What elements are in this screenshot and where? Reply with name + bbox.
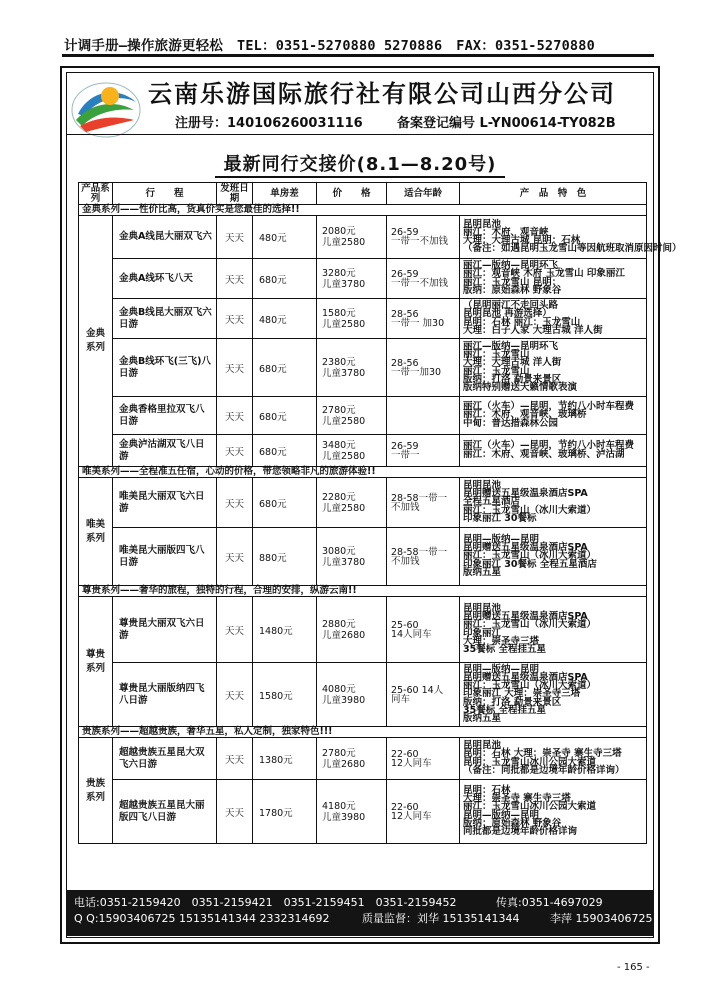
- age-range: 26-59: [391, 227, 419, 238]
- age-note: 一带一: [391, 449, 420, 461]
- feature-line: 丽江：玉龙雪山（冰川大索道）: [463, 550, 597, 562]
- feature-line: 昆明：玉龙雪山冰川公园大索道: [463, 756, 597, 768]
- child-price: 儿童3980: [322, 811, 366, 823]
- adult-price: 2380元: [322, 356, 356, 368]
- table-row: [79, 478, 647, 528]
- price-cell: [317, 397, 387, 435]
- features-cell: [460, 435, 647, 467]
- adult-price: 2280元: [322, 491, 356, 503]
- table-row: [79, 597, 647, 663]
- child-price: 儿童2580: [322, 415, 366, 427]
- age-note: 一带一加30: [391, 366, 442, 378]
- age-note: 同车: [391, 693, 411, 705]
- feature-line: 印象丽江: [463, 627, 502, 639]
- price-list-title: 最新同行交接价(8.1—8.20号): [223, 154, 497, 175]
- adult-price: 1580元: [322, 307, 356, 319]
- table-row: [79, 663, 647, 727]
- age-range: 22-60: [391, 748, 419, 760]
- features-cell: [460, 478, 647, 528]
- feature-line: 丽江：木府、观音峡: [463, 226, 549, 238]
- age-cell: [387, 339, 460, 397]
- col-price: 价 格: [317, 183, 387, 205]
- age-cell: [387, 216, 460, 259]
- adult-price: 2880元: [322, 618, 356, 630]
- feature-line: 昆明昆池: [463, 479, 502, 491]
- col-route: 行 程: [113, 183, 217, 205]
- feature-line: 丽江：木府、观音峡、玻璃桥、泸沽湖: [463, 448, 625, 460]
- features-cell: [460, 216, 682, 259]
- features-cell: [460, 780, 647, 844]
- table-row: [79, 780, 647, 844]
- feature-line: 昆明—版纳—昆明: [463, 809, 540, 821]
- route-name: 尊贵昆大丽版纳四飞八日游: [113, 663, 217, 727]
- route-name: 金典香格里拉双飞八日游: [113, 397, 217, 435]
- feature-line: 印象丽江 30餐标 全程五星酒店: [463, 558, 597, 570]
- age-range: 28-56: [391, 357, 419, 369]
- table-row: [79, 397, 647, 435]
- age-range: 28-58一带一: [391, 546, 448, 558]
- price-cell: [317, 597, 387, 663]
- child-price: 儿童2580: [322, 318, 366, 330]
- single-room-surcharge: 880元: [253, 528, 317, 586]
- adult-price: 3480元: [322, 439, 356, 451]
- feature-line: 中甸：普达措森林公园: [463, 417, 559, 429]
- series-header-text: 贵族系列——超越贵族，奢华五星，私人定制，独家特色!!!: [79, 727, 647, 738]
- series-category: 唯美系列: [79, 478, 113, 586]
- col-features: 产 品 特 色: [460, 183, 647, 205]
- footer-supervisor: 质量监督：刘华 15135141344: [362, 912, 520, 925]
- age-range: 22-60: [391, 801, 419, 813]
- feature-line: 昆明：石林 大理：崇圣寺 寨生寺三塔: [463, 748, 622, 760]
- series-header-row: [79, 727, 647, 738]
- feature-line: 丽江：玉龙雪山: [463, 365, 530, 377]
- route-name: 尊贵昆大丽双飞六日游: [113, 597, 217, 663]
- header-divider: [66, 134, 654, 135]
- departure-days: 天天: [217, 339, 253, 397]
- feature-line: （备注：同批都是边境年龄价格详询）: [463, 764, 625, 776]
- col-departure: 发班日期: [217, 183, 253, 205]
- departure-days: 天天: [217, 435, 253, 467]
- child-price: 儿童3780: [322, 556, 366, 568]
- route-name: 金典A线昆大丽双飞六: [113, 216, 217, 259]
- feature-line: 版纳五星: [463, 566, 502, 578]
- adult-price: 3080元: [322, 545, 356, 557]
- age-range: 25-60: [391, 619, 419, 631]
- feature-line: 版纳：原始森林 野象谷: [463, 284, 562, 296]
- age-cell: [387, 780, 460, 844]
- price-cell: [317, 435, 387, 467]
- fax-number: FAX：0351-5270880: [456, 38, 595, 54]
- feature-line: 版纳：原始森林 野象谷: [463, 817, 562, 829]
- child-price: 儿童3780: [322, 367, 366, 379]
- child-price: 儿童2580: [322, 450, 366, 462]
- route-name: 唯美昆大丽双飞六日游: [113, 478, 217, 528]
- feature-line: 丽江：玉龙雪山（冰川大索道）: [463, 680, 597, 692]
- feature-line: 版纳特别赠送天籁情歌表演: [463, 381, 578, 393]
- route-name: 超越贵族五星昆大丽版四飞八日游: [113, 780, 217, 844]
- series-header-row: [79, 586, 647, 597]
- feature-line: 同批都是边境年龄价格详询: [463, 825, 578, 837]
- feature-line: 大理：大理古城 昆明：石林: [463, 235, 581, 246]
- feature-line: 昆明昆池: [463, 218, 502, 230]
- footer-contact: 李萍 15903406725: [550, 912, 653, 925]
- features-cell: [460, 259, 647, 299]
- table-row: [79, 259, 647, 299]
- feature-line: 丽江：玉龙雪山冰川公园大索道: [463, 801, 597, 813]
- age-cell: [387, 478, 460, 528]
- feature-line: 昆明：石林: [463, 784, 511, 796]
- col-age: 适合年龄: [387, 183, 460, 205]
- departure-days: 天天: [217, 663, 253, 727]
- company-logo-icon: [70, 80, 142, 140]
- route-name: 唯美昆大丽版四飞八日游: [113, 528, 217, 586]
- record-number: 备案登记编号 L-YN00614-TY082B: [397, 116, 616, 131]
- feature-line: 昆明—版纳—昆明: [463, 533, 540, 545]
- footer-qq: Q Q:15903406725 15135141344 2332314692: [74, 912, 330, 925]
- feature-line: 昆明赠送五星级温泉酒店SPA: [463, 542, 588, 554]
- series-header-text: 尊贵系列——奢华的旅程，独特的行程，合理的安排，纵游云南!!: [79, 586, 647, 597]
- age-note: 不加钱: [391, 555, 420, 567]
- adult-price: 2080元: [322, 226, 356, 237]
- col-single-room: 单房差: [253, 183, 317, 205]
- table-row: [79, 299, 647, 339]
- series-category: 金典系列: [79, 216, 113, 467]
- features-cell: [460, 663, 647, 727]
- age-note: 12人同车: [391, 810, 432, 822]
- table-row: [79, 738, 647, 780]
- route-name: 金典泸沽湖双飞八日游: [113, 435, 217, 467]
- age-range: 26-59: [391, 440, 419, 452]
- features-cell: [460, 597, 647, 663]
- age-cell: [387, 738, 460, 780]
- age-cell: [387, 435, 460, 467]
- single-room-surcharge: 680元: [253, 478, 317, 528]
- page-number: - 165 -: [617, 962, 650, 973]
- feature-line: 丽江：玉龙雪山: [463, 349, 530, 361]
- table-row: [79, 435, 647, 467]
- feature-line: 大理：崇圣寺三塔: [463, 635, 540, 647]
- feature-line: 昆明昆池: [463, 740, 502, 752]
- age-note: 一带一不加钱: [391, 277, 449, 289]
- child-price: 儿童2580: [322, 237, 366, 248]
- adult-price: 4080元: [322, 683, 356, 695]
- single-room-surcharge: 1380元: [253, 738, 317, 780]
- child-price: 儿童2680: [322, 629, 366, 641]
- route-name: 金典A线环飞八天: [113, 259, 217, 299]
- table-row: [79, 216, 647, 259]
- footer-fax: 传真:0351-4697029: [496, 896, 603, 909]
- departure-days: 天天: [217, 299, 253, 339]
- price-cell: [317, 259, 387, 299]
- price-cell: [317, 738, 387, 780]
- departure-days: 天天: [217, 216, 253, 259]
- age-cell: [387, 597, 460, 663]
- feature-line: 大理：崇圣寺 寨生寺三塔: [463, 793, 571, 805]
- features-cell: [460, 528, 647, 586]
- feature-line: 昆明：石林 丽江：玉龙雪山: [463, 316, 581, 328]
- feature-line: 丽江—版纳—昆明环飞: [463, 260, 559, 272]
- age-cell: [387, 397, 460, 435]
- price-cell: [317, 663, 387, 727]
- feature-line: 昆明赠送五星级温泉酒店SPA: [463, 488, 588, 500]
- series-header-text: 金典系列——性价比高，货真价实是您最佳的选择!!: [79, 205, 647, 216]
- feature-line: 35餐标 全程挂五星: [463, 643, 547, 655]
- child-price: 儿童3780: [322, 278, 366, 290]
- company-name: 云南乐游国际旅行社有限公司山西分公司: [148, 80, 616, 108]
- title-underline: [215, 176, 505, 178]
- series-header-row: [79, 467, 647, 478]
- route-name: 金典B线环飞(三飞)八日游: [113, 339, 217, 397]
- feature-line: 昆明昆池 再游选择）: [463, 308, 552, 320]
- single-room-surcharge: 1580元: [253, 663, 317, 727]
- feature-line: 丽江：玉龙雪山（冰川大索道）: [463, 504, 597, 516]
- feature-line: （昆明丽江不走回头路: [463, 300, 559, 312]
- price-table: [78, 182, 682, 844]
- col-series: 产品系列: [79, 183, 113, 205]
- feature-line: 丽江：玉龙雪山 昆明：: [463, 276, 562, 288]
- adult-price: 4180元: [322, 800, 356, 812]
- feature-line: 版纳五星: [463, 713, 502, 724]
- departure-days: 天天: [217, 397, 253, 435]
- tel-numbers: TEL：0351-5270880 5270886: [237, 38, 443, 54]
- series-header-row: [79, 205, 647, 216]
- table-header-row: [79, 183, 647, 205]
- feature-line: （备注：如遇昆明玉龙雪山等因航班取消原因时间）: [463, 243, 682, 255]
- feature-line: 昆明赠送五星级温泉酒店SPA: [463, 611, 588, 623]
- adult-price: 2780元: [322, 747, 356, 759]
- age-note: 一带一不加钱: [391, 236, 449, 247]
- price-cell: [317, 780, 387, 844]
- feature-line: 丽江：玉龙雪山（冰川大索道）: [463, 619, 597, 631]
- age-note: 一带一 加30: [391, 317, 445, 329]
- feature-line: 大理：大理古城 洋人街: [463, 357, 562, 369]
- route-name: 金典B线昆大丽双飞六日游: [113, 299, 217, 339]
- age-cell: [387, 299, 460, 339]
- departure-days: 天天: [217, 738, 253, 780]
- age-note: 不加钱: [391, 501, 420, 513]
- single-room-surcharge: 680元: [253, 435, 317, 467]
- route-name: 超越贵族五星昆大双飞六日游: [113, 738, 217, 780]
- footer-phones: 电话:0351-2159420 0351-2159421 0351-2159451 0351-2159452: [74, 896, 457, 909]
- features-cell: [460, 339, 647, 397]
- single-room-surcharge: 680元: [253, 397, 317, 435]
- registration-line: [175, 112, 655, 131]
- price-cell: [317, 299, 387, 339]
- age-range: 26-59: [391, 268, 419, 280]
- table-row: [79, 339, 647, 397]
- single-room-surcharge: 1780元: [253, 780, 317, 844]
- features-cell: [460, 397, 647, 435]
- registration-number: 注册号：140106260031116: [175, 116, 363, 131]
- age-cell: [387, 663, 460, 727]
- feature-line: 版纳：打洛 勐景来景区: [463, 373, 562, 385]
- age-range: 25-60 14人: [391, 684, 444, 696]
- table-row: [79, 528, 647, 586]
- child-price: 儿童2680: [322, 758, 366, 770]
- age-range: 28-56: [391, 308, 419, 320]
- feature-line: 印象丽江 大理：崇圣寺三塔: [463, 688, 581, 700]
- age-cell: [387, 259, 460, 299]
- single-room-surcharge: 680元: [253, 339, 317, 397]
- feature-line: 丽江（火车）—昆明，节约八小时车程费: [463, 401, 635, 413]
- departure-days: 天天: [217, 780, 253, 844]
- slogan: 计调手册—操作旅游更轻松: [64, 38, 224, 54]
- feature-line: 丽江（火车）—昆明，节约八小时车程费: [463, 440, 635, 452]
- adult-price: 3280元: [322, 267, 356, 279]
- departure-days: 天天: [217, 528, 253, 586]
- feature-line: 丽江—版纳—昆明环飞: [463, 340, 559, 352]
- top-info-bar: [64, 34, 652, 54]
- child-price: 儿童3980: [322, 694, 366, 706]
- feature-line: 丽江：木府、观音峡、玻璃桥: [463, 409, 587, 421]
- feature-line: 丽江：观音峡 木府 玉龙雪山 印象丽江: [463, 268, 625, 280]
- departure-days: 天天: [217, 259, 253, 299]
- age-note: 14人同车: [391, 628, 432, 640]
- departure-days: 天天: [217, 478, 253, 528]
- feature-line: 35餐标 全程挂五星: [463, 704, 547, 716]
- single-room-surcharge: 480元: [253, 216, 317, 259]
- single-room-surcharge: 480元: [253, 299, 317, 339]
- price-cell: [317, 339, 387, 397]
- age-note: 12人同车: [391, 757, 432, 769]
- departure-days: 天天: [217, 597, 253, 663]
- price-cell: [317, 528, 387, 586]
- feature-line: 昆明昆池: [463, 602, 502, 614]
- adult-price: 2780元: [322, 404, 356, 416]
- child-price: 儿童2580: [322, 502, 366, 514]
- top-rule: [62, 54, 654, 57]
- series-category: 贵族系列: [79, 738, 113, 844]
- price-cell: [317, 216, 387, 259]
- series-header-text: 唯美系列——全程准五任宿，心动的价格，带您领略非凡的旅游体验!!: [79, 467, 647, 478]
- single-room-surcharge: 680元: [253, 259, 317, 299]
- price-cell: [317, 478, 387, 528]
- feature-line: 印象丽江 30餐标: [463, 512, 537, 524]
- age-range: 28-58一带一: [391, 492, 448, 504]
- single-room-surcharge: 1480元: [253, 597, 317, 663]
- feature-line: 昆明—版纳—昆明: [463, 663, 540, 675]
- features-cell: [460, 738, 647, 780]
- feature-line: 昆明赠送五星级温泉酒店SPA: [463, 671, 588, 683]
- contact-footer: [66, 890, 654, 936]
- feature-line: 大理：白子人家 大理古城 洋人街: [463, 324, 603, 336]
- features-cell: [460, 299, 647, 339]
- age-cell: [387, 528, 460, 586]
- feature-line: 版纳：打洛 勐景来景区: [463, 696, 562, 708]
- feature-line: 全程五星酒店: [463, 496, 521, 508]
- series-category: 尊贵系列: [79, 597, 113, 727]
